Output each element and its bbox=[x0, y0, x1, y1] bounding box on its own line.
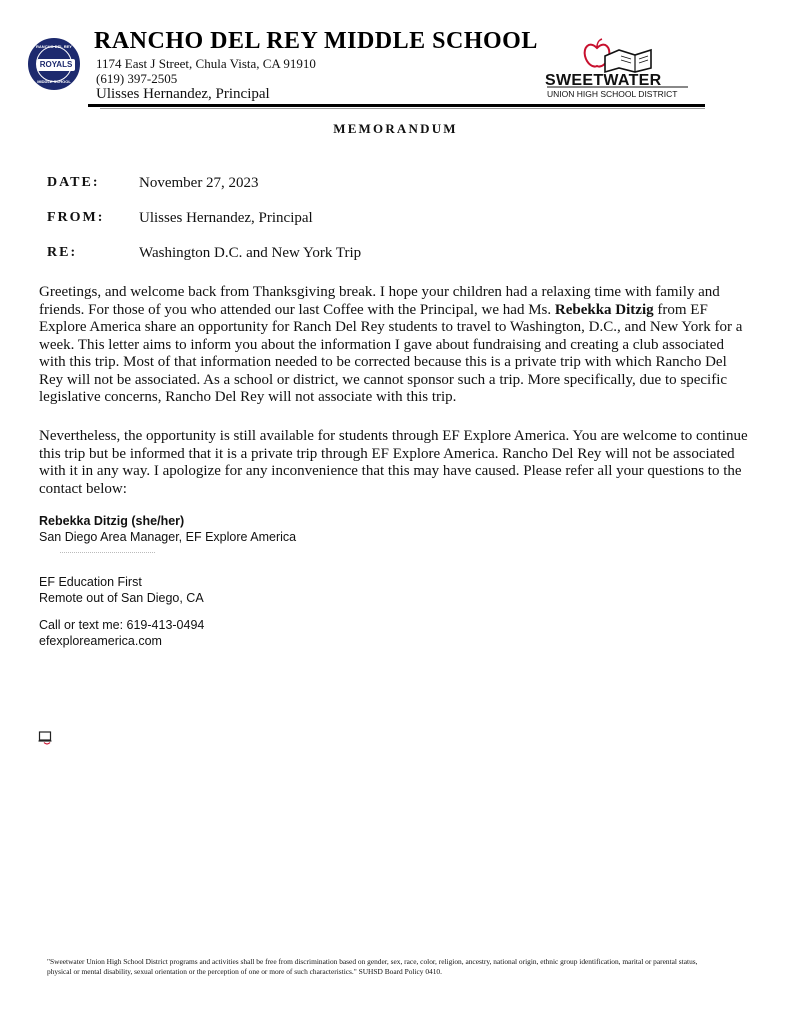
school-name: RANCHO DEL REY MIDDLE SCHOOL bbox=[94, 28, 538, 54]
principal-name: Ulisses Hernandez, Principal bbox=[96, 86, 270, 102]
contact-phone: Call or text me: 619-413-0494 bbox=[39, 618, 205, 632]
contact-name: Rebekka Ditzig (she/her) bbox=[39, 514, 185, 528]
body-paragraph-2: Nevertheless, the opportunity is still available for students through EF Explore America. You are welcome to continue this trip but be informed that it is a private trip through EF Explore America. Rancho Del Rey will not be associated with it in any way. I apologize for any inconvenience that this may have caused. Please refer all your questions to the contact below: bbox=[39, 428, 748, 497]
contact-org: EF Education First bbox=[39, 575, 142, 589]
body-paragraph-1 bbox=[39, 284, 751, 407]
contact-location: Remote out of San Diego, CA bbox=[39, 591, 204, 605]
school-phone: (619) 397-2505 bbox=[96, 71, 178, 86]
district-subtitle: UNION HIGH SCHOOL DISTRICT bbox=[547, 89, 678, 99]
from-label: FROM: bbox=[47, 210, 105, 225]
from-value: Ulisses Hernandez, Principal bbox=[139, 210, 313, 226]
seal-bottom-text: MIDDLE SCHOOL bbox=[37, 79, 71, 84]
header-rule-shadow bbox=[100, 108, 705, 109]
district-name: SWEETWATER bbox=[545, 72, 662, 89]
re-label: RE: bbox=[47, 245, 78, 260]
laptop-icon[interactable] bbox=[38, 730, 54, 746]
seal-word: ROYALS bbox=[37, 59, 75, 71]
school-seal-logo bbox=[28, 38, 80, 90]
contact-name-inline: Rebekka Ditzig bbox=[554, 301, 654, 318]
school-address: 1174 East J Street, Chula Vista, CA 91910 bbox=[96, 56, 316, 71]
p1-text-end: from EF Explore America share an opportunity for Ranch Del Rey students to travel to Washington, D.C., and New York for a week. This letter aims to inform you about the information I gave about fundraising and creating a club associated with this trip. Most of that information needed to be corrected because this is a private trip with which Rancho Del Rey will not be associated. As a school or district, we cannot sponsor such a trip. More specifically, due to specific legislative concerns, Rancho Del Rey will not associate with this trip. bbox=[39, 301, 743, 405]
memo-title: MEMORANDUM bbox=[333, 121, 458, 136]
nondiscrimination-footer: "Sweetwater Union High School District programs and activities shall be free from discrimination based on gender, sex, race, color, religion, ancestry, national origin, ethnic group identification, marital or parental status, physical or mental disability, sexual orientation or the perception of one or more of such characteristics." SUHSD Board Policy 0410. bbox=[47, 957, 698, 976]
date-value: November 27, 2023 bbox=[139, 175, 259, 191]
signature-fine-print bbox=[60, 552, 155, 554]
p1-text-start: Greetings, and welcome back from Thanksgiving break. I hope your children had a relaxing time with family and friends. For those of you who attended our last Coffee with the Principal, we had Ms. bbox=[39, 284, 720, 318]
contact-website: efexploreamerica.com bbox=[39, 634, 162, 648]
re-value: Washington D.C. and New York Trip bbox=[139, 245, 362, 261]
header-rule bbox=[88, 104, 705, 107]
seal-top-text: RANCHO DEL REY bbox=[36, 44, 72, 49]
contact-title: San Diego Area Manager, EF Explore America bbox=[39, 530, 297, 544]
date-label: DATE: bbox=[47, 175, 100, 190]
